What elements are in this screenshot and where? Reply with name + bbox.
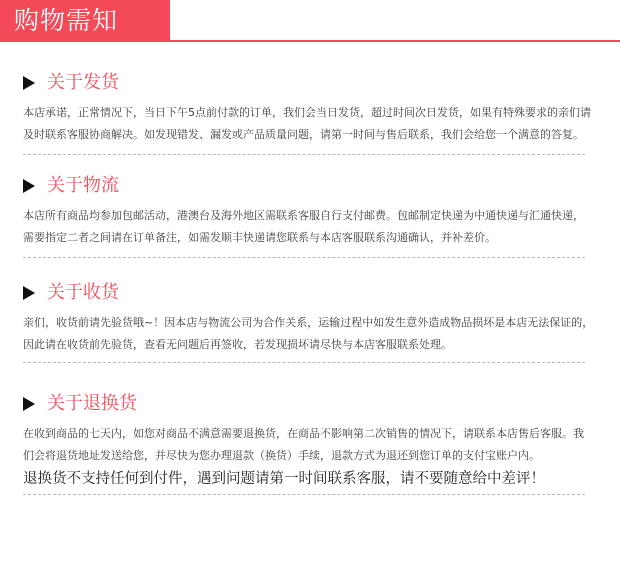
divider [23,494,585,495]
page-title: 购物需知 [0,0,170,42]
arrow-right-icon [23,179,35,193]
section-text-line: 本店所有商品均参加包邮活动，港澳台及海外地区需联系客服自行支付邮费。包邮制定快递为中通快递与汇通快递， [23,209,584,222]
section-shipping [23,70,593,146]
section-heading [23,173,593,199]
section-text-line: 及时联系客服协商解决。如发现错发、漏发或产品质量问题，请第一时间与售后联系，我们会给您一个满意的答复。 [23,128,584,141]
returns-notice: 退换货不支持任何到付件，遇到问题请第一时间联系客服，请不要随意给中差评！ [23,471,545,487]
section-returns [23,391,593,491]
section-text-line: 因此请在收货前先验货，查看无问题后再签收，若发现损坏请尽快与本店客服联系处理。 [23,338,452,351]
divider [23,257,585,258]
section-logistics [23,173,593,249]
section-text-line: 们会将退货地址发送给您，并尽快为您办理退款（换货）手续，退款方式为退还到您订单的支付宝账户内。 [23,449,540,462]
section-heading [23,70,593,96]
section-text-line: 亲们，收货前请先验货哦~！因本店与物流公司为合作关系，运输过程中如发生意外造成物品损坏是本店无法保证的， [23,316,594,329]
divider [23,154,585,155]
section-title: 关于物流 [47,175,119,196]
section-text-line: 本店承诺，正常情况下，当日下午5点前付款的订单，我们会当日发货，超过时间次日发货，如果有特殊要求的亲们请 [23,106,591,119]
page-header [0,0,620,42]
section-title: 关于退换货 [47,393,137,414]
arrow-right-icon [23,76,35,90]
section-title: 关于发货 [47,72,119,93]
section-text-line: 需要指定二者之间请在订单备注，如需发顺丰快递请您联系与本店客服联系沟通确认，并补差价。 [23,231,496,244]
section-text-line: 在收到商品的七天内，如您对商品不满意需要退换货，在商品不影响第二次销售的情况下，请联系本店售后客服。我 [23,427,584,440]
section-receiving [23,280,593,356]
divider [23,362,585,363]
arrow-right-icon [23,286,35,300]
section-title: 关于收货 [47,282,119,303]
section-heading [23,391,593,417]
arrow-right-icon [23,397,35,411]
section-heading [23,280,593,306]
